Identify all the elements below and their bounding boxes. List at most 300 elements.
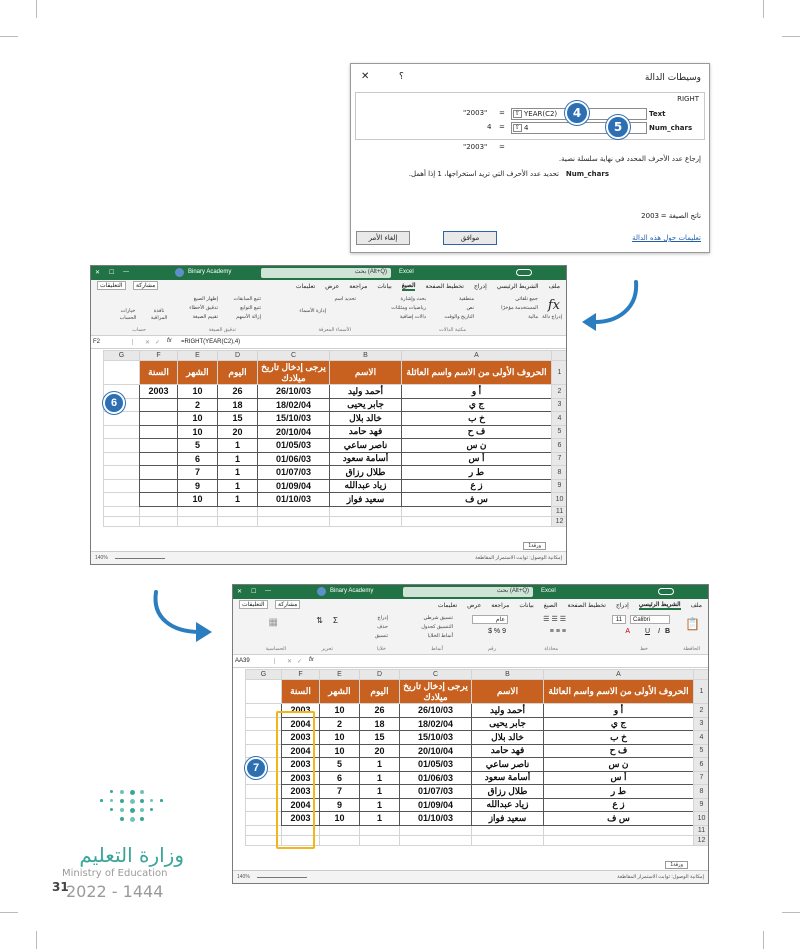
table-header-cell[interactable]: الاسم: [330, 361, 402, 385]
insert-cells-button[interactable]: إدراج: [377, 615, 388, 621]
table-cell[interactable]: 2003: [282, 704, 320, 718]
table-header-cell[interactable]: يرجى إدخال تاريخ ميلادك: [400, 680, 472, 704]
table-cell[interactable]: 01/07/03: [400, 785, 472, 799]
fx-icon[interactable]: fx: [167, 338, 172, 344]
fx-icon[interactable]: fx: [309, 657, 314, 663]
table-cell[interactable]: 18: [218, 398, 258, 412]
row-header[interactable]: 2: [694, 704, 710, 718]
collapse-dialog-icon[interactable]: ⇧: [514, 124, 521, 131]
row-header[interactable]: 1: [694, 680, 710, 704]
formula-input[interactable]: =RIGHT(YEAR(C2),4): [181, 339, 241, 345]
column-header[interactable]: F: [282, 670, 320, 680]
empty-cell[interactable]: [104, 412, 140, 426]
number-format-select[interactable]: عام: [472, 615, 508, 624]
table-cell[interactable]: 2004: [282, 744, 320, 758]
empty-cell[interactable]: [104, 493, 140, 507]
select-all-corner[interactable]: [694, 670, 710, 680]
table-header-cell[interactable]: الاسم: [472, 680, 544, 704]
column-header[interactable]: D: [218, 351, 258, 361]
table-cell[interactable]: 1: [218, 466, 258, 480]
table-cell[interactable]: 10: [178, 493, 218, 507]
table-cell[interactable]: ط ر: [402, 466, 552, 480]
empty-cell[interactable]: [104, 506, 140, 516]
table-cell[interactable]: ن س: [544, 758, 694, 772]
flow-arrow-icon: [150, 588, 220, 648]
sensitivity-icon[interactable]: ▦: [268, 617, 278, 628]
row-header[interactable]: 8: [552, 466, 568, 480]
table-cell[interactable]: 1: [218, 452, 258, 466]
logo-dot: [110, 790, 113, 793]
table-header-cell[interactable]: يرجى إدخال تاريخ ميلادك: [258, 361, 330, 385]
column-header[interactable]: A: [402, 351, 552, 361]
table-cell[interactable]: أ و: [544, 704, 694, 718]
table-cell[interactable]: 9: [178, 479, 218, 493]
italic-icon[interactable]: I: [658, 628, 660, 635]
table-cell[interactable]: 1: [360, 758, 400, 772]
restore-window-icon[interactable]: ☐: [109, 270, 115, 276]
row-header[interactable]: 6: [552, 439, 568, 453]
tab-home[interactable]: الشريط الرئيسي: [638, 601, 681, 608]
table-cell[interactable]: [140, 398, 178, 412]
empty-cell[interactable]: [104, 439, 140, 453]
empty-cell[interactable]: [218, 516, 258, 526]
insert-function-icon[interactable]: fx: [547, 298, 560, 313]
row-header[interactable]: 12: [552, 516, 568, 526]
table-cell[interactable]: 2003: [282, 758, 320, 772]
empty-cell[interactable]: [178, 516, 218, 526]
table-cell[interactable]: ناصر ساعي: [330, 439, 402, 453]
currency-percent-icons[interactable]: $ % 9: [488, 628, 506, 635]
table-cell[interactable]: 2003: [282, 785, 320, 799]
table-header-cell[interactable]: السنة: [140, 361, 178, 385]
table-cell[interactable]: [140, 439, 178, 453]
column-header[interactable]: D: [360, 670, 400, 680]
autosum-icon[interactable]: Σ: [333, 616, 338, 625]
confirm-entry-icon[interactable]: ✓: [297, 659, 303, 665]
tab-view[interactable]: عرض: [467, 602, 482, 609]
table-cell[interactable]: 01/10/03: [258, 493, 330, 507]
table-cell[interactable]: 10: [320, 744, 360, 758]
column-header[interactable]: B: [472, 670, 544, 680]
format-cells-button[interactable]: تنسيق: [374, 633, 388, 639]
empty-cell[interactable]: [402, 506, 552, 516]
empty-cell[interactable]: [104, 425, 140, 439]
search-box[interactable]: بحث (Alt+Q): [261, 268, 391, 278]
tab-help[interactable]: تعليمات: [437, 602, 458, 609]
tab-page-layout[interactable]: تخطيط الصفحة: [567, 602, 606, 609]
font-name-select[interactable]: Calibri: [630, 615, 670, 624]
table-cell[interactable]: 01/06/03: [400, 771, 472, 785]
empty-cell[interactable]: [472, 835, 544, 845]
table-cell[interactable]: 1: [360, 812, 400, 826]
tab-help[interactable]: تعليمات: [295, 283, 316, 290]
zoom-slider[interactable]: [257, 877, 307, 878]
zoom-slider[interactable]: [115, 558, 165, 559]
column-header[interactable]: A: [544, 670, 694, 680]
empty-cell[interactable]: [360, 825, 400, 835]
table-cell[interactable]: زياد عبدالله: [472, 798, 544, 812]
name-box[interactable]: F2: [93, 339, 133, 345]
table-cell[interactable]: 10: [178, 385, 218, 399]
table-cell[interactable]: 1: [218, 493, 258, 507]
autosave-toggle[interactable]: [516, 269, 532, 276]
trace-precedents-button[interactable]: تتبع السابقات: [233, 296, 261, 302]
table-cell[interactable]: سعيد فواز: [472, 812, 544, 826]
table-cell[interactable]: 10: [178, 425, 218, 439]
row-header[interactable]: 4: [552, 412, 568, 426]
table-cell[interactable]: أحمد وليد: [330, 385, 402, 399]
table-cell[interactable]: 5: [320, 758, 360, 772]
logo-dot: [110, 799, 113, 802]
share-button[interactable]: مشاركة: [133, 281, 158, 290]
error-checking-button[interactable]: تدقيق الأخطاء: [189, 305, 218, 311]
empty-cell[interactable]: [472, 825, 544, 835]
more-functions-button[interactable]: دالات إضافية: [399, 314, 426, 320]
table-cell[interactable]: 01/06/03: [258, 452, 330, 466]
logical-button[interactable]: منطقية: [458, 296, 474, 302]
lookup-button[interactable]: بحث وإشارة: [400, 296, 426, 302]
table-cell[interactable]: 1: [218, 479, 258, 493]
table-header-cell[interactable]: اليوم: [218, 361, 258, 385]
table-cell[interactable]: ف ح: [402, 425, 552, 439]
table-cell[interactable]: 7: [178, 466, 218, 480]
column-header[interactable]: G: [104, 351, 140, 361]
column-header[interactable]: E: [320, 670, 360, 680]
row-header[interactable]: 5: [694, 744, 710, 758]
empty-cell[interactable]: [400, 825, 472, 835]
search-box[interactable]: بحث (Alt+Q): [403, 587, 533, 597]
math-trig-button[interactable]: رياضيات ومثلثات: [391, 305, 426, 311]
function-arguments-dialog: [350, 63, 710, 253]
column-header[interactable]: G: [246, 670, 282, 680]
tab-file[interactable]: ملف: [690, 602, 702, 609]
empty-cell[interactable]: [104, 466, 140, 480]
table-cell[interactable]: [140, 412, 178, 426]
cancel-entry-icon[interactable]: ✕: [145, 340, 151, 346]
table-cell[interactable]: [140, 466, 178, 480]
empty-cell[interactable]: [258, 506, 330, 516]
column-header[interactable]: C: [258, 351, 330, 361]
row-header[interactable]: 10: [694, 812, 710, 826]
table-cell[interactable]: 01/09/04: [258, 479, 330, 493]
evaluate-formula-button[interactable]: تقييم الصيغة: [192, 314, 218, 320]
table-cell[interactable]: 6: [178, 452, 218, 466]
help-link[interactable]: تعليمات حول هذه الدالة: [632, 234, 701, 242]
table-cell[interactable]: 1: [360, 771, 400, 785]
table-cell[interactable]: 5: [178, 439, 218, 453]
table-cell[interactable]: جابر يحيى: [472, 717, 544, 731]
table-cell[interactable]: ج ي: [544, 717, 694, 731]
table-cell[interactable]: جابر يحيى: [330, 398, 402, 412]
name-manager-button[interactable]: إدارة الأسماء: [299, 308, 326, 314]
step-callout-7: 7: [245, 757, 267, 779]
tab-page-layout[interactable]: تخطيط الصفحة: [425, 283, 464, 290]
tab-formulas[interactable]: الصيغ: [543, 602, 558, 609]
table-cell[interactable]: 01/07/03: [258, 466, 330, 480]
empty-cell[interactable]: [246, 680, 282, 704]
empty-cell[interactable]: [104, 452, 140, 466]
table-cell[interactable]: خالد بلال: [472, 731, 544, 745]
autosave-toggle[interactable]: [658, 588, 674, 595]
table-cell[interactable]: خ ب: [402, 412, 552, 426]
formula-bar: [233, 656, 708, 668]
num-chars-argument-value: 4: [524, 124, 529, 132]
empty-cell[interactable]: [104, 479, 140, 493]
row-header[interactable]: 7: [552, 452, 568, 466]
empty-cell[interactable]: [178, 506, 218, 516]
empty-cell[interactable]: [140, 516, 178, 526]
table-cell[interactable]: 1: [360, 785, 400, 799]
table-cell[interactable]: 18: [360, 717, 400, 731]
empty-cell[interactable]: [218, 506, 258, 516]
table-cell[interactable]: 26: [218, 385, 258, 399]
table-cell[interactable]: 2004: [282, 717, 320, 731]
autosum-button[interactable]: جمع تلقائي: [515, 296, 538, 302]
row-header[interactable]: 3: [552, 398, 568, 412]
font-color-icon[interactable]: A: [625, 628, 630, 635]
calc-options-button[interactable]: خيارات الحساب: [119, 308, 137, 321]
empty-cell[interactable]: [140, 506, 178, 516]
table-cell[interactable]: 15: [218, 412, 258, 426]
table-cell[interactable]: س ف: [544, 812, 694, 826]
help-icon[interactable]: ؟: [399, 72, 404, 82]
empty-cell[interactable]: [104, 516, 140, 526]
table-cell[interactable]: 1: [360, 798, 400, 812]
column-header[interactable]: B: [330, 351, 402, 361]
table-cell[interactable]: [140, 479, 178, 493]
ok-button[interactable]: موافق: [443, 231, 497, 245]
row-header[interactable]: 9: [694, 798, 710, 812]
avatar[interactable]: [175, 268, 184, 277]
table-cell[interactable]: ز ع: [402, 479, 552, 493]
underline-icon[interactable]: U: [644, 628, 650, 635]
row-header[interactable]: 11: [694, 825, 710, 835]
table-cell[interactable]: 2003: [140, 385, 178, 399]
conditional-formatting-button[interactable]: تنسيق شرطي: [423, 615, 453, 621]
paste-icon[interactable]: 📋: [685, 617, 700, 631]
close-window-icon[interactable]: ✕: [95, 270, 101, 276]
table-cell[interactable]: طلال رزاق: [330, 466, 402, 480]
table-cell[interactable]: 20/10/04: [400, 744, 472, 758]
table-cell[interactable]: فهد حامد: [330, 425, 402, 439]
empty-cell[interactable]: [544, 835, 694, 845]
row-header[interactable]: 7: [694, 771, 710, 785]
table-cell[interactable]: 2004: [282, 798, 320, 812]
row-header[interactable]: 10: [552, 493, 568, 507]
table-cell[interactable]: 18/02/04: [258, 398, 330, 412]
table-cell[interactable]: زياد عبدالله: [330, 479, 402, 493]
table-cell[interactable]: ف ح: [544, 744, 694, 758]
text-button[interactable]: نص: [466, 305, 474, 311]
table-cell[interactable]: س ف: [402, 493, 552, 507]
table-cell[interactable]: [140, 452, 178, 466]
tab-data[interactable]: بيانات: [519, 602, 534, 609]
zoom-level[interactable]: 140%: [237, 874, 250, 880]
table-cell[interactable]: ناصر ساعي: [472, 758, 544, 772]
table-cell[interactable]: 2003: [282, 812, 320, 826]
table-header-cell[interactable]: الحروف الأولى من الاسم واسم العائلة: [402, 361, 552, 385]
table-cell[interactable]: 15/10/03: [258, 412, 330, 426]
empty-cell[interactable]: [360, 835, 400, 845]
remove-arrows-button[interactable]: إزالة الأسهم: [236, 314, 261, 320]
trace-dependents-button[interactable]: تتبع التوابع: [240, 305, 261, 311]
column-header[interactable]: F: [140, 351, 178, 361]
select-all-corner[interactable]: [552, 351, 568, 361]
share-button[interactable]: مشاركة: [275, 600, 300, 609]
cancel-button[interactable]: إلغاء الأمر: [356, 231, 410, 245]
empty-cell[interactable]: [104, 361, 140, 385]
table-cell[interactable]: [140, 493, 178, 507]
table-cell[interactable]: 01/05/03: [400, 758, 472, 772]
tab-file[interactable]: ملف: [548, 283, 560, 290]
row-header[interactable]: 2: [552, 385, 568, 399]
confirm-entry-icon[interactable]: ✓: [155, 340, 161, 346]
column-header[interactable]: C: [400, 670, 472, 680]
table-cell[interactable]: 2003: [282, 771, 320, 785]
tab-home[interactable]: الشريط الرئيسي: [496, 283, 539, 290]
table-cell[interactable]: 01/10/03: [400, 812, 472, 826]
table-cell[interactable]: 10: [178, 412, 218, 426]
cancel-entry-icon[interactable]: ✕: [287, 659, 293, 665]
format-as-table-button[interactable]: التنسيق كجدول: [421, 624, 453, 630]
close-window-icon[interactable]: ✕: [237, 589, 243, 595]
table-cell[interactable]: 6: [320, 771, 360, 785]
financial-button[interactable]: مالية: [528, 314, 538, 320]
sort-filter-icon[interactable]: ⇅: [316, 616, 323, 625]
row-header[interactable]: 6: [694, 758, 710, 772]
table-cell[interactable]: 10: [320, 704, 360, 718]
empty-cell[interactable]: [320, 825, 360, 835]
table-cell[interactable]: 20/10/04: [258, 425, 330, 439]
table-header-cell[interactable]: الشهر: [320, 680, 360, 704]
close-icon[interactable]: ✕: [361, 71, 370, 82]
table-cell[interactable]: 01/09/04: [400, 798, 472, 812]
recently-used-button[interactable]: المستخدمة مؤخرًا: [501, 305, 538, 311]
table-cell[interactable]: 2: [320, 717, 360, 731]
font-size-select[interactable]: 11: [612, 615, 626, 624]
table-header-cell[interactable]: السنة: [282, 680, 320, 704]
restore-window-icon[interactable]: ☐: [251, 589, 257, 595]
row-header[interactable]: 4: [694, 731, 710, 745]
insert-function-label[interactable]: إدراج دالة: [542, 314, 562, 320]
alignment-icons[interactable]: ☰☰☰: [543, 616, 568, 623]
empty-cell[interactable]: [258, 516, 330, 526]
row-header[interactable]: 5: [552, 425, 568, 439]
table-cell[interactable]: سعيد فواز: [330, 493, 402, 507]
tab-view[interactable]: عرض: [325, 283, 340, 290]
table-cell[interactable]: [140, 425, 178, 439]
table-cell[interactable]: 2003: [282, 731, 320, 745]
table-header-cell[interactable]: الشهر: [178, 361, 218, 385]
table-cell[interactable]: أسامة سعود: [472, 771, 544, 785]
empty-cell[interactable]: [544, 825, 694, 835]
delete-cells-button[interactable]: حذف: [377, 624, 388, 630]
table-header-cell[interactable]: الحروف الأولى من الاسم واسم العائلة: [544, 680, 694, 704]
cell-styles-button[interactable]: أنماط الخلايا: [427, 633, 453, 639]
table-cell[interactable]: طلال رزاق: [472, 785, 544, 799]
tab-review[interactable]: مراجعة: [491, 602, 510, 609]
watch-window-button[interactable]: نافذة المراقبة: [150, 308, 168, 321]
table-cell[interactable]: 18/02/04: [400, 717, 472, 731]
table-cell[interactable]: 15/10/03: [400, 731, 472, 745]
empty-cell[interactable]: [330, 506, 402, 516]
row-header[interactable]: 12: [694, 835, 710, 845]
table-cell[interactable]: 26: [360, 704, 400, 718]
define-name-button[interactable]: تحديد اسم: [334, 296, 356, 302]
table-cell[interactable]: ز ع: [544, 798, 694, 812]
table-cell[interactable]: 10: [320, 731, 360, 745]
table-cell[interactable]: أ و: [402, 385, 552, 399]
date-time-button[interactable]: التاريخ والوقت: [444, 314, 474, 320]
table-cell[interactable]: 26/10/03: [258, 385, 330, 399]
table-cell[interactable]: أحمد وليد: [472, 704, 544, 718]
logo-dot: [140, 799, 144, 803]
table-cell[interactable]: 01/05/03: [258, 439, 330, 453]
comments-button[interactable]: التعليقات: [239, 600, 268, 609]
table-cell[interactable]: 2: [178, 398, 218, 412]
table-cell[interactable]: 20: [218, 425, 258, 439]
table-header-cell[interactable]: اليوم: [360, 680, 400, 704]
empty-cell[interactable]: [400, 835, 472, 845]
empty-cell[interactable]: [330, 516, 402, 526]
table-cell[interactable]: فهد حامد: [472, 744, 544, 758]
tab-insert[interactable]: إدراج: [615, 602, 629, 609]
dialog-title: وسيطات الدالة: [644, 73, 701, 83]
table-cell[interactable]: ط ر: [544, 785, 694, 799]
table-cell[interactable]: 1: [218, 439, 258, 453]
table-cell[interactable]: 10: [320, 812, 360, 826]
minimize-window-icon[interactable]: —: [123, 269, 129, 275]
avatar[interactable]: [317, 587, 326, 596]
sheet-tab[interactable]: ورقة1: [665, 861, 688, 869]
comments-button[interactable]: التعليقات: [97, 281, 126, 290]
table-cell[interactable]: خ ب: [544, 731, 694, 745]
table-cell[interactable]: خالد بلال: [330, 412, 402, 426]
tab-review[interactable]: مراجعة: [349, 283, 368, 290]
tab-data[interactable]: بيانات: [377, 283, 392, 290]
table-cell[interactable]: ج ي: [402, 398, 552, 412]
table-cell[interactable]: ن س: [402, 439, 552, 453]
row-header[interactable]: 3: [694, 717, 710, 731]
table-cell[interactable]: 15: [360, 731, 400, 745]
sheet-tab[interactable]: ورقة1: [523, 542, 546, 550]
table-cell[interactable]: 9: [320, 798, 360, 812]
tab-insert[interactable]: إدراج: [473, 283, 487, 290]
minimize-window-icon[interactable]: —: [265, 588, 271, 594]
bold-icon[interactable]: B: [664, 628, 670, 635]
row-header[interactable]: 11: [552, 506, 568, 516]
collapse-dialog-icon[interactable]: ⇧: [514, 110, 521, 117]
zoom-level[interactable]: 140%: [95, 555, 108, 561]
table-cell[interactable]: أ س: [544, 771, 694, 785]
show-formulas-button[interactable]: إظهار الصيغ: [193, 296, 218, 302]
tab-formulas[interactable]: الصيغ: [401, 282, 416, 289]
name-box[interactable]: AA39: [235, 658, 275, 664]
table-cell[interactable]: أسامة سعود: [330, 452, 402, 466]
row-header[interactable]: 8: [694, 785, 710, 799]
row-header[interactable]: 9: [552, 479, 568, 493]
table-cell[interactable]: 26/10/03: [400, 704, 472, 718]
table-cell[interactable]: 20: [360, 744, 400, 758]
table-cell[interactable]: 7: [320, 785, 360, 799]
row-header[interactable]: 1: [552, 361, 568, 385]
table-cell[interactable]: أ س: [402, 452, 552, 466]
align-center-icons[interactable]: ≡≡≡: [549, 628, 568, 635]
excel-window-home: [232, 584, 709, 884]
empty-cell[interactable]: [320, 835, 360, 845]
empty-cell[interactable]: [402, 516, 552, 526]
column-header[interactable]: E: [178, 351, 218, 361]
